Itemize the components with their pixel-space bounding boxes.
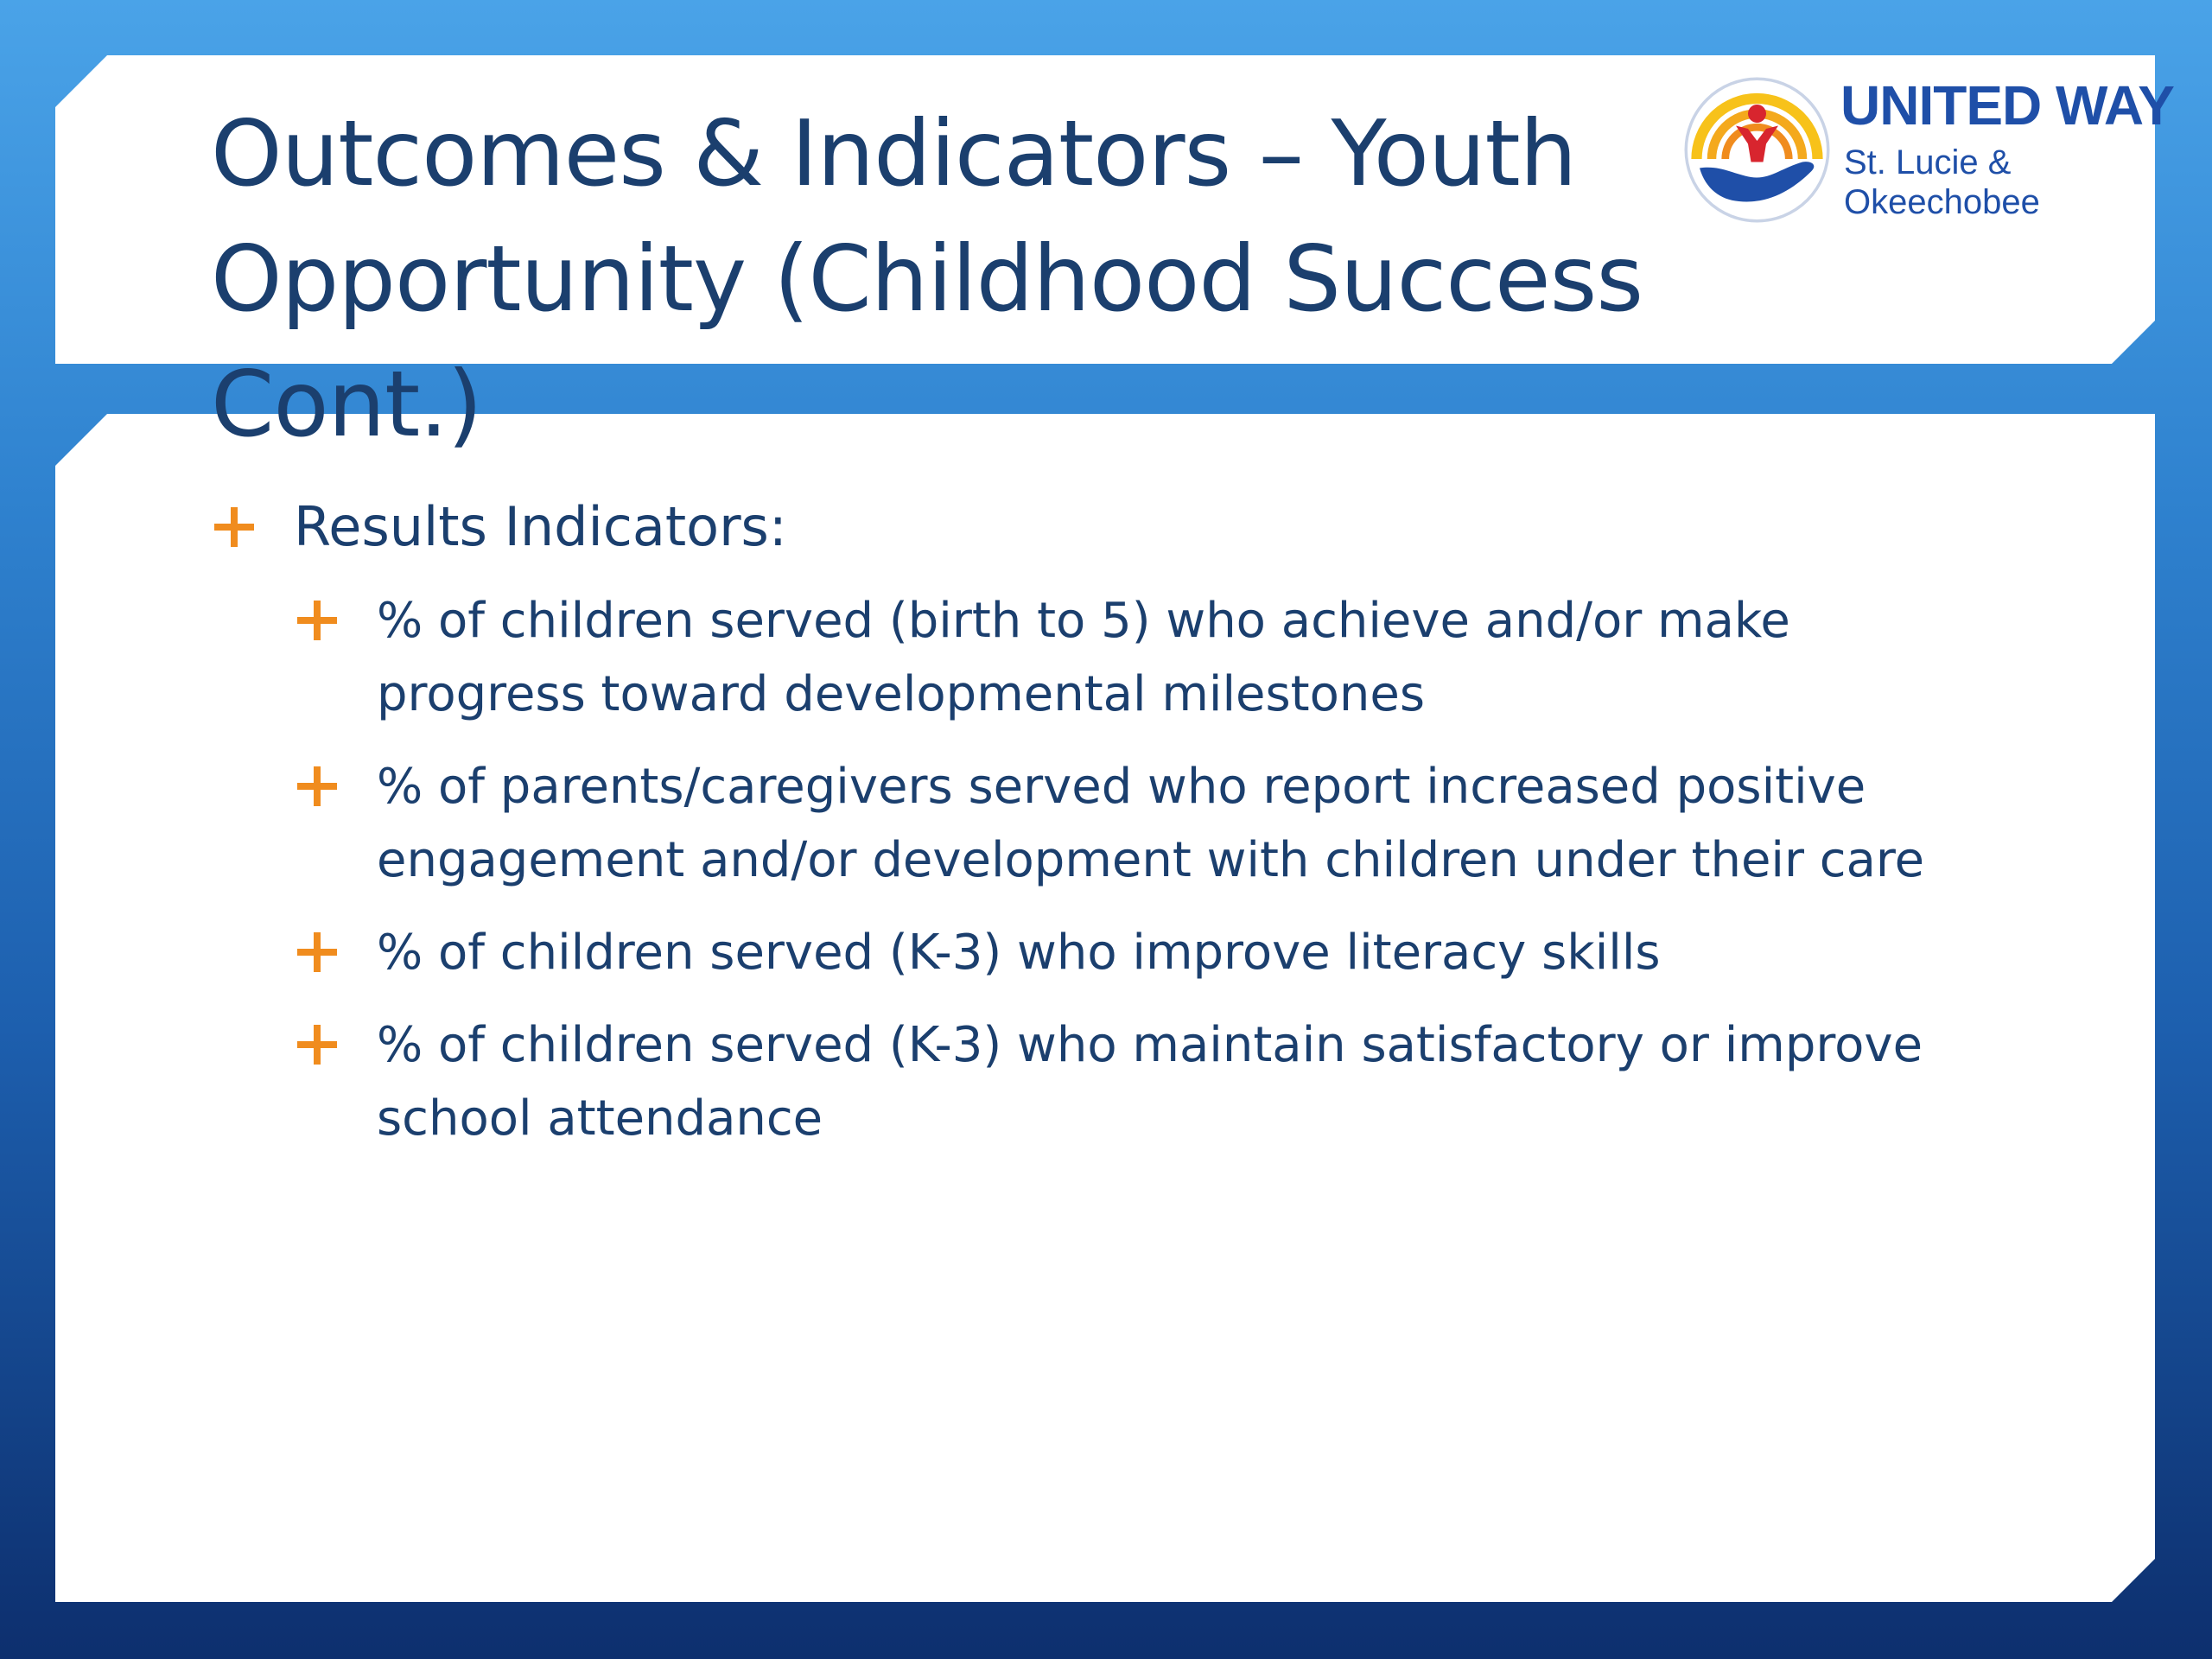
plus-icon — [294, 1008, 342, 1082]
logo-brand-text: UNITED WAY — [1840, 74, 2174, 137]
list-item — [294, 584, 2108, 731]
list-item — [294, 1008, 2108, 1155]
slide-title-line-2: Opportunity (Childhood Success Cont.) — [211, 226, 1643, 457]
logo-subtitle-line-1: St. Lucie & — [1844, 143, 2012, 181]
list-item-text: % of parents/caregivers served who report increased positive engagement and/or development with children under their care — [377, 759, 1925, 888]
logo-subtitle-line-2: Okeechobee — [1844, 183, 2040, 221]
list-item-text: % of children served (K-3) who improve literacy skills — [377, 925, 1661, 981]
list-item-text: % of children served (birth to 5) who achieve and/or make progress toward developmental milestones — [377, 593, 1790, 722]
list-item — [294, 916, 2108, 989]
list-item-text: % of children served (K-3) who maintain satisfactory or improve school attendance — [377, 1017, 1923, 1147]
plus-icon — [211, 491, 259, 563]
plus-icon — [294, 750, 342, 823]
plus-icon — [294, 584, 342, 658]
list-item — [294, 750, 2108, 897]
list-heading — [211, 491, 2069, 563]
list-heading-text: Results Indicators: — [294, 495, 787, 558]
plus-icon — [294, 916, 342, 989]
slide-title-line-1: Outcomes & Indicators – Youth — [211, 101, 1577, 207]
